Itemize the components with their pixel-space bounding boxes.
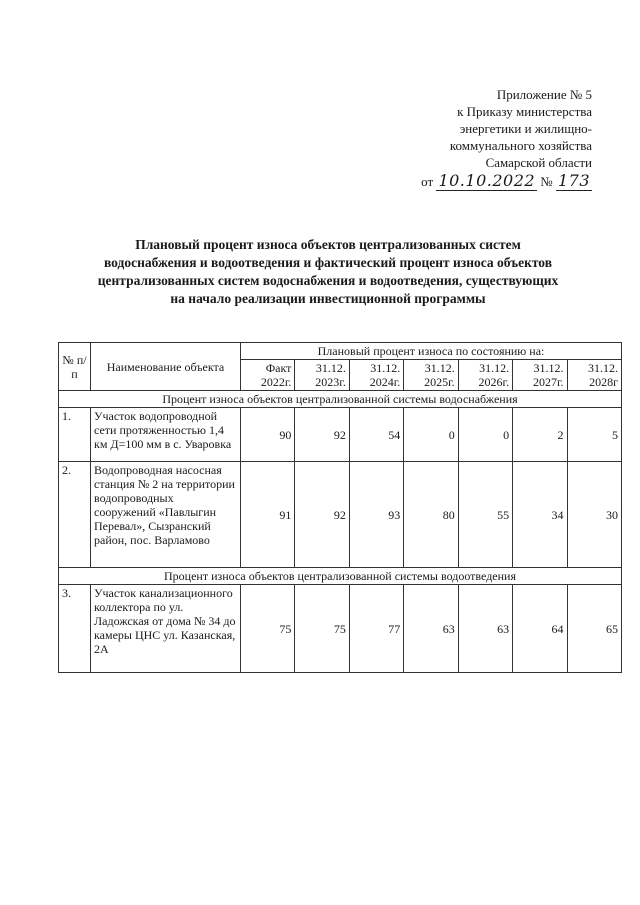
name-header: Наименование объекта — [91, 343, 241, 391]
order-number: 173 — [557, 171, 590, 190]
row-value: 75 — [295, 585, 349, 673]
row-value: 0 — [404, 408, 458, 462]
num-header: № п/п — [59, 343, 91, 391]
table-row — [59, 408, 622, 462]
row-value: 75 — [241, 585, 295, 673]
order-date-line — [352, 172, 592, 190]
order-date: 10.10.2022 — [438, 171, 536, 190]
year-header: 31.12. 2026г. — [458, 360, 512, 391]
table-row — [59, 585, 622, 673]
row-value: 64 — [513, 585, 567, 673]
row-value: 63 — [404, 585, 458, 673]
year-header: 31.12. 2027г. — [513, 360, 567, 391]
row-value: 63 — [458, 585, 512, 673]
row-name: Участок водопроводной сети протяженностью 1,4 км Д=100 мм в с. Уваровка — [91, 408, 241, 462]
row-value: 92 — [295, 462, 349, 568]
appendix-line: энергетики и жилищно- — [459, 121, 592, 136]
year-header: 31.12. 2028г — [567, 360, 621, 391]
appendix-line: Самарской области — [485, 155, 592, 170]
row-value: 90 — [241, 408, 295, 462]
year-header: 31.12. 2023г. — [295, 360, 349, 391]
title-line: водоснабжения и водоотведения и фактический процент износа объектов — [103, 255, 553, 270]
year-header: 31.12. 2025г. — [404, 360, 458, 391]
document-title — [48, 236, 608, 308]
section-title: Процент износа объектов централизованной системы водоотведения — [59, 568, 622, 585]
row-value: 55 — [458, 462, 512, 568]
row-value: 80 — [404, 462, 458, 568]
row-value: 65 — [567, 585, 621, 673]
year-header: 31.12. 2024г. — [349, 360, 403, 391]
row-name: Водопроводная насосная станция № 2 на территории водопроводных сооружений «Павлыгин Перевал», Сызранский район, пос. Варламово — [91, 462, 241, 568]
title-line: на начало реализации инвестиционной программы — [170, 291, 486, 306]
row-value: 30 — [567, 462, 621, 568]
row-value: 2 — [513, 408, 567, 462]
table-row — [59, 462, 622, 568]
row-num: 3. — [59, 585, 91, 673]
section-header-row — [59, 568, 622, 585]
header-row — [59, 343, 622, 360]
section-title: Процент износа объектов централизованной системы водоснабжения — [59, 391, 622, 408]
appendix-line: к Приказу министерства — [457, 104, 592, 119]
row-value: 92 — [295, 408, 349, 462]
row-value: 93 — [349, 462, 403, 568]
date-prefix: от — [421, 174, 434, 189]
appendix-line: коммунального хозяйства — [449, 138, 592, 153]
title-line: Плановый процент износа объектов централизованных систем — [135, 237, 521, 252]
section-header-row — [59, 391, 622, 408]
row-value: 5 — [567, 408, 621, 462]
row-value: 34 — [513, 462, 567, 568]
row-value: 54 — [349, 408, 403, 462]
row-num: 1. — [59, 408, 91, 462]
group-header: Плановый процент износа по состоянию на: — [241, 343, 622, 360]
title-line: централизованных систем водоснабжения и водоотведения, существующих — [97, 273, 559, 288]
year-header: Факт 2022г. — [241, 360, 295, 391]
appendix-line: Приложение № 5 — [496, 87, 592, 102]
row-value: 77 — [349, 585, 403, 673]
appendix-block — [352, 86, 592, 190]
row-name: Участок канализационного коллектора по ул. Ладожская от дома № 34 до камеры ЦНС ул. Казанская, 2А — [91, 585, 241, 673]
row-num: 2. — [59, 462, 91, 568]
number-prefix: № — [540, 174, 553, 189]
wear-table — [58, 342, 622, 673]
row-value: 91 — [241, 462, 295, 568]
row-value: 0 — [458, 408, 512, 462]
